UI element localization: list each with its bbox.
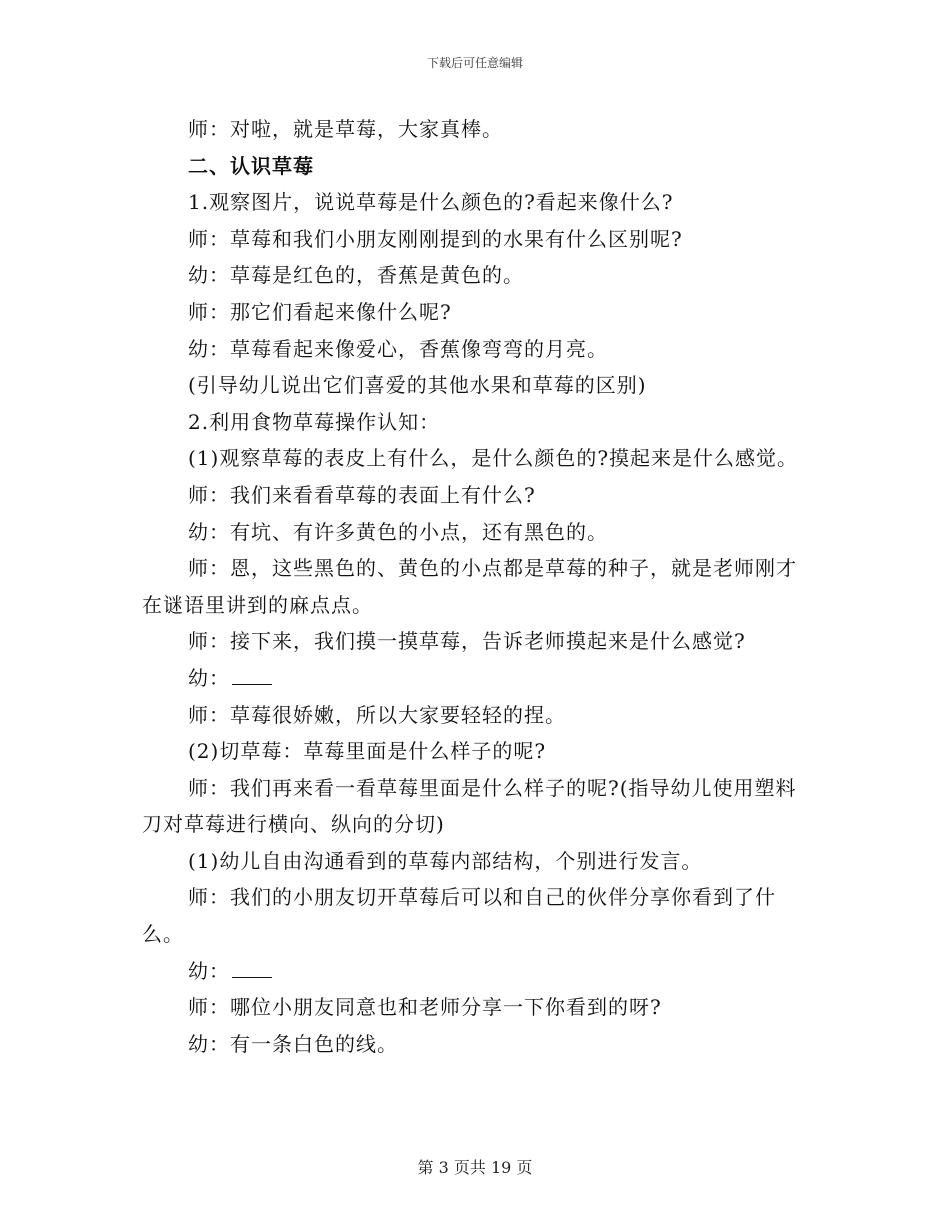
paragraph [142, 367, 810, 404]
paragraph-text: 师：对啦，就是草莓，大家真棒。 [188, 117, 503, 141]
paragraph-text: 师：接下来，我们摸一摸草莓，告诉老师摸起来是什么感觉? [188, 629, 746, 654]
paragraph [142, 331, 810, 368]
paragraph-text: 2.利用食物草莓操作认知： [188, 409, 441, 434]
paragraph-text: (1)幼儿自由沟通看到的草莓内部结构，个别进行发言。 [188, 848, 703, 873]
paragraph [142, 733, 810, 770]
paragraph-text: 师：草莓和我们小朋友刚刚提到的水果有什么区别呢? [188, 226, 683, 251]
paragraph-text: 幼：草莓看起来像爱心，香蕉像弯弯的月亮。 [188, 336, 608, 361]
paragraph [142, 294, 810, 331]
document-body [142, 111, 810, 1062]
paragraph-text: 幼： [188, 958, 230, 983]
page-footer: 第 3 页共 19 页 [417, 1158, 533, 1177]
paragraph-text: 二、认识草莓 [188, 153, 314, 178]
page-header: 下载后可任意编辑 [426, 56, 523, 70]
paragraph [142, 440, 810, 477]
paragraph [142, 770, 810, 843]
paragraph [142, 843, 810, 880]
paragraph-text: 幼： [188, 665, 230, 690]
paragraph [142, 550, 810, 623]
paragraph-text: 师：哪位小朋友同意也和老师分享一下你看到的呀? [188, 995, 662, 1020]
paragraph [142, 404, 810, 441]
paragraph [142, 879, 810, 952]
paragraph [142, 623, 810, 660]
paragraph-text: 师：我们的小朋友切开草莓后可以和自己的伙伴分享你看到了什么。 [142, 885, 776, 947]
paragraph [142, 514, 810, 551]
paragraph-text: 师：那它们看起来像什么呢? [188, 299, 452, 324]
paragraph [142, 697, 810, 734]
paragraph [142, 477, 810, 514]
section-heading [142, 148, 810, 185]
paragraph-text: 幼：有一条白色的线。 [188, 1031, 398, 1056]
paragraph [142, 221, 810, 258]
paragraph-text: 师：我们再来看一看草莓里面是什么样子的呢?(指导幼儿使用塑料刀对草莓进行横向、纵向的分切) [142, 775, 797, 837]
paragraph [142, 953, 810, 990]
paragraph-text: (引导幼儿说出它们喜爱的其他水果和草莓的区别) [188, 373, 647, 398]
paragraph-text: 1.观察图片，说说草莓是什么颜色的?看起来像什么? [188, 190, 674, 215]
paragraph-text: (1)观察草莓的表皮上有什么，是什么颜色的?摸起来是什么感觉。 [188, 446, 799, 471]
paragraph [142, 660, 810, 697]
paragraph-text: 师：我们来看看草莓的表面上有什么? [188, 482, 536, 507]
paragraph [142, 257, 810, 294]
paragraph-text: 师：恩，这些黑色的、黄色的小点都是草莓的种子，就是老师刚才在谜语里讲到的麻点点。 [142, 556, 797, 617]
paragraph-text: 师：草莓很娇嫩，所以大家要轻轻的捏。 [188, 702, 566, 727]
paragraph [142, 989, 810, 1026]
paragraph [142, 184, 810, 221]
answer-blank [232, 959, 272, 978]
paragraph-text: (2)切草莓：草莓里面是什么样子的呢? [188, 739, 547, 764]
paragraph [142, 111, 810, 148]
paragraph [142, 1026, 810, 1063]
paragraph-text: 幼：草莓是红色的，香蕉是黄色的。 [188, 263, 524, 288]
paragraph-text: 幼：有坑、有许多黄色的小点，还有黑色的。 [188, 519, 608, 544]
answer-blank [232, 666, 272, 685]
